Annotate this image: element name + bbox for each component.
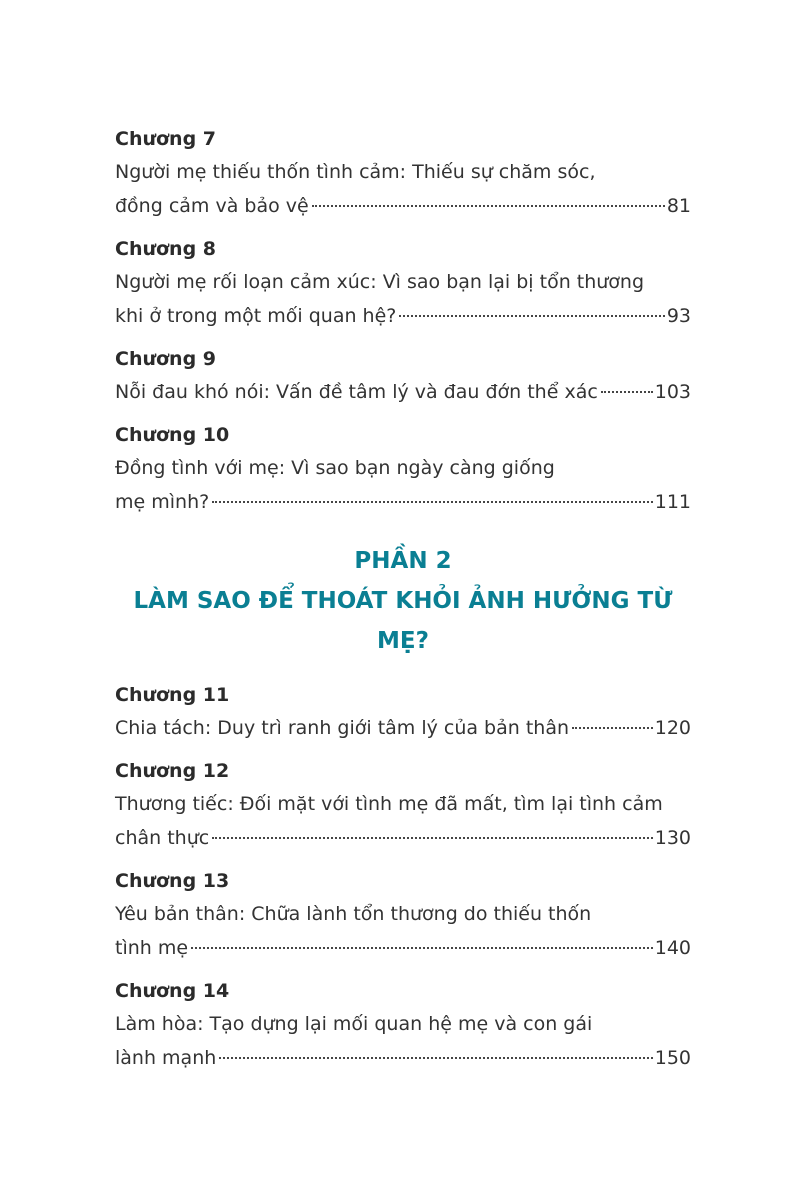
page-number: 140	[654, 937, 691, 959]
dot-leader	[601, 391, 653, 393]
toc-line	[115, 711, 691, 745]
chapter-title-line: lành mạnh	[115, 1047, 217, 1069]
chapter-label: Chương 8	[115, 238, 217, 260]
dot-leader	[212, 837, 653, 839]
toc-line	[115, 821, 691, 855]
chapter-title-line: Đồng tình với mẹ: Vì sao bạn ngày càng giống	[115, 457, 555, 479]
dot-leader	[219, 1057, 652, 1059]
toc-entry	[115, 233, 691, 333]
dot-leader	[191, 947, 653, 949]
toc-line	[115, 189, 691, 223]
chapter-list-part-1	[115, 123, 691, 519]
table-of-contents	[115, 123, 691, 1085]
toc-entry	[115, 975, 691, 1075]
chapter-title-line: Người mẹ thiếu thốn tình cảm: Thiếu sự chăm sóc,	[115, 161, 596, 183]
chapter-title-line: mẹ mình?	[115, 491, 210, 513]
part-label: PHẦN 2	[354, 548, 452, 574]
page-number: 130	[654, 827, 691, 849]
toc-line	[115, 299, 691, 333]
part-heading	[115, 541, 691, 661]
dot-leader	[312, 205, 665, 207]
toc-line	[115, 931, 691, 965]
page-number: 81	[666, 195, 691, 217]
page-number: 111	[654, 491, 691, 513]
toc-entry	[115, 679, 691, 745]
toc-entry	[115, 865, 691, 965]
page-number: 93	[666, 305, 691, 327]
chapter-title-line: tình mẹ	[115, 937, 189, 959]
chapter-label: Chương 7	[115, 128, 217, 150]
chapter-title-line: đồng cảm và bảo vệ	[115, 195, 309, 217]
toc-entry	[115, 343, 691, 409]
dot-leader	[399, 315, 664, 317]
toc-entry	[115, 419, 691, 519]
chapter-title-line: Nỗi đau khó nói: Vấn đề tâm lý và đau đớn thể xác	[115, 381, 598, 403]
chapter-title-line: Người mẹ rối loạn cảm xúc: Vì sao bạn lại bị tổn thương	[115, 271, 645, 293]
toc-line	[115, 375, 691, 409]
chapter-title-line: chân thực	[115, 827, 210, 849]
part-title: LÀM SAO ĐỂ THOÁT KHỎI ẢNH HƯỞNG TỪ MẸ?	[133, 588, 673, 654]
chapter-label: Chương 13	[115, 870, 230, 892]
toc-line	[115, 485, 691, 519]
chapter-title-line: Chia tách: Duy trì ranh giới tâm lý của bản thân	[115, 717, 570, 739]
page-number: 103	[654, 381, 691, 403]
chapter-title-line: Thương tiếc: Đối mặt với tình mẹ đã mất, tìm lại tình cảm	[115, 793, 663, 815]
toc-line	[115, 1041, 691, 1075]
chapter-title-line: Làm hòa: Tạo dựng lại mối quan hệ mẹ và con gái	[115, 1013, 593, 1035]
chapter-list-part-2	[115, 679, 691, 1075]
chapter-label: Chương 12	[115, 760, 230, 782]
chapter-label: Chương 11	[115, 684, 230, 706]
toc-entry	[115, 755, 691, 855]
dot-leader	[212, 501, 653, 503]
chapter-title-line: khi ở trong một mối quan hệ?	[115, 305, 397, 327]
page-number: 150	[654, 1047, 691, 1069]
toc-entry	[115, 123, 691, 223]
chapter-label: Chương 10	[115, 424, 230, 446]
chapter-title-line: Yêu bản thân: Chữa lành tổn thương do thiếu thốn	[115, 903, 592, 925]
chapter-label: Chương 9	[115, 348, 217, 370]
chapter-label: Chương 14	[115, 980, 230, 1002]
dot-leader	[572, 727, 653, 729]
page-number: 120	[654, 717, 691, 739]
